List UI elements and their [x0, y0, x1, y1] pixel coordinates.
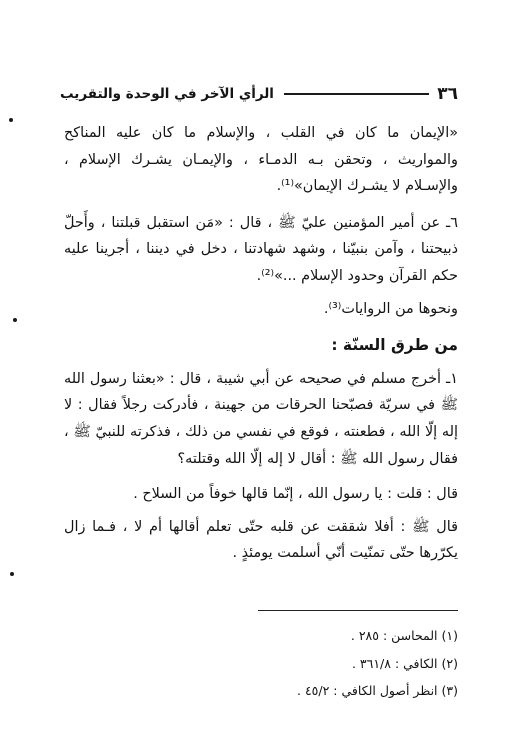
paragraph: ٦ـ عن أمير المؤمنين عليّ ﷺ ، قال : «مَن استقبل قبلتنا ، وأَحلّ ذبيحتنا ، وآمن بنبيّنا ، وشهد شهادتنا ، دخل في ديننا ، أجرينا عليه حكم القرآن وحدود الإسلام ...»⁽²⁾.	[64, 214, 458, 284]
paragraph: قال : قلت : يا رسول الله ، إنّما قالها خوفاً من السلاح .	[133, 486, 458, 503]
page-number: ٣٦	[437, 84, 458, 104]
footnotes	[60, 622, 458, 705]
running-title: الرأي الآخر في الوحدة والتقريب	[60, 86, 274, 102]
paragraph: ١ـ أخرج مسلم في صحيحه عن أبي شيبة ، قال : «بعثنا رسول الله ﷺ في سريّة فصبّحنا الحرقات من جهينة ، فأدركت رجلاً فقال : لا إله إلّا الله ، فطعنته ، فوقع في نفسي من ذلك ، فذكرته للنبيّ ﷺ ، فقال رسول الله ﷺ : أقال لا إله إلّا الله وقتلته؟	[64, 370, 458, 467]
paragraph: ونحوها من الروايات⁽³⁾.	[323, 300, 458, 317]
paragraph: «الإيمان ما كان في القلب ، والإسلام ما كان عليه المناكح والمواريث ، وتحقن بـه الدمـاء ، والإيمـان يشـرك الإسلام ، والإسـلام لا يشـرك الإيمان»⁽¹⁾.	[64, 125, 458, 195]
section-heading: من طرق السنّة :	[331, 336, 458, 355]
margin-mark	[9, 118, 13, 122]
paragraph: قال ﷺ : أفلا شققت عن قلبه حتّى تعلم أقالها أم لا ، فـما زال يكرّرها حتّى تمنّيت أنّي أسلمت يومئذٍ .	[64, 518, 458, 562]
margin-mark	[10, 572, 14, 576]
footnote: (٣) انظر أصول الكافي : ٤٥/٢ .	[297, 683, 458, 698]
footnote-separator	[258, 610, 458, 611]
footnote: (٢) الكافي : ٣٦١/٨ .	[351, 655, 458, 671]
footnote: (١) المحاسن : ٢٨٥ .	[350, 628, 458, 643]
body-text	[64, 120, 458, 567]
header-rule	[284, 93, 429, 95]
page-header	[60, 82, 458, 106]
margin-mark	[13, 318, 17, 322]
